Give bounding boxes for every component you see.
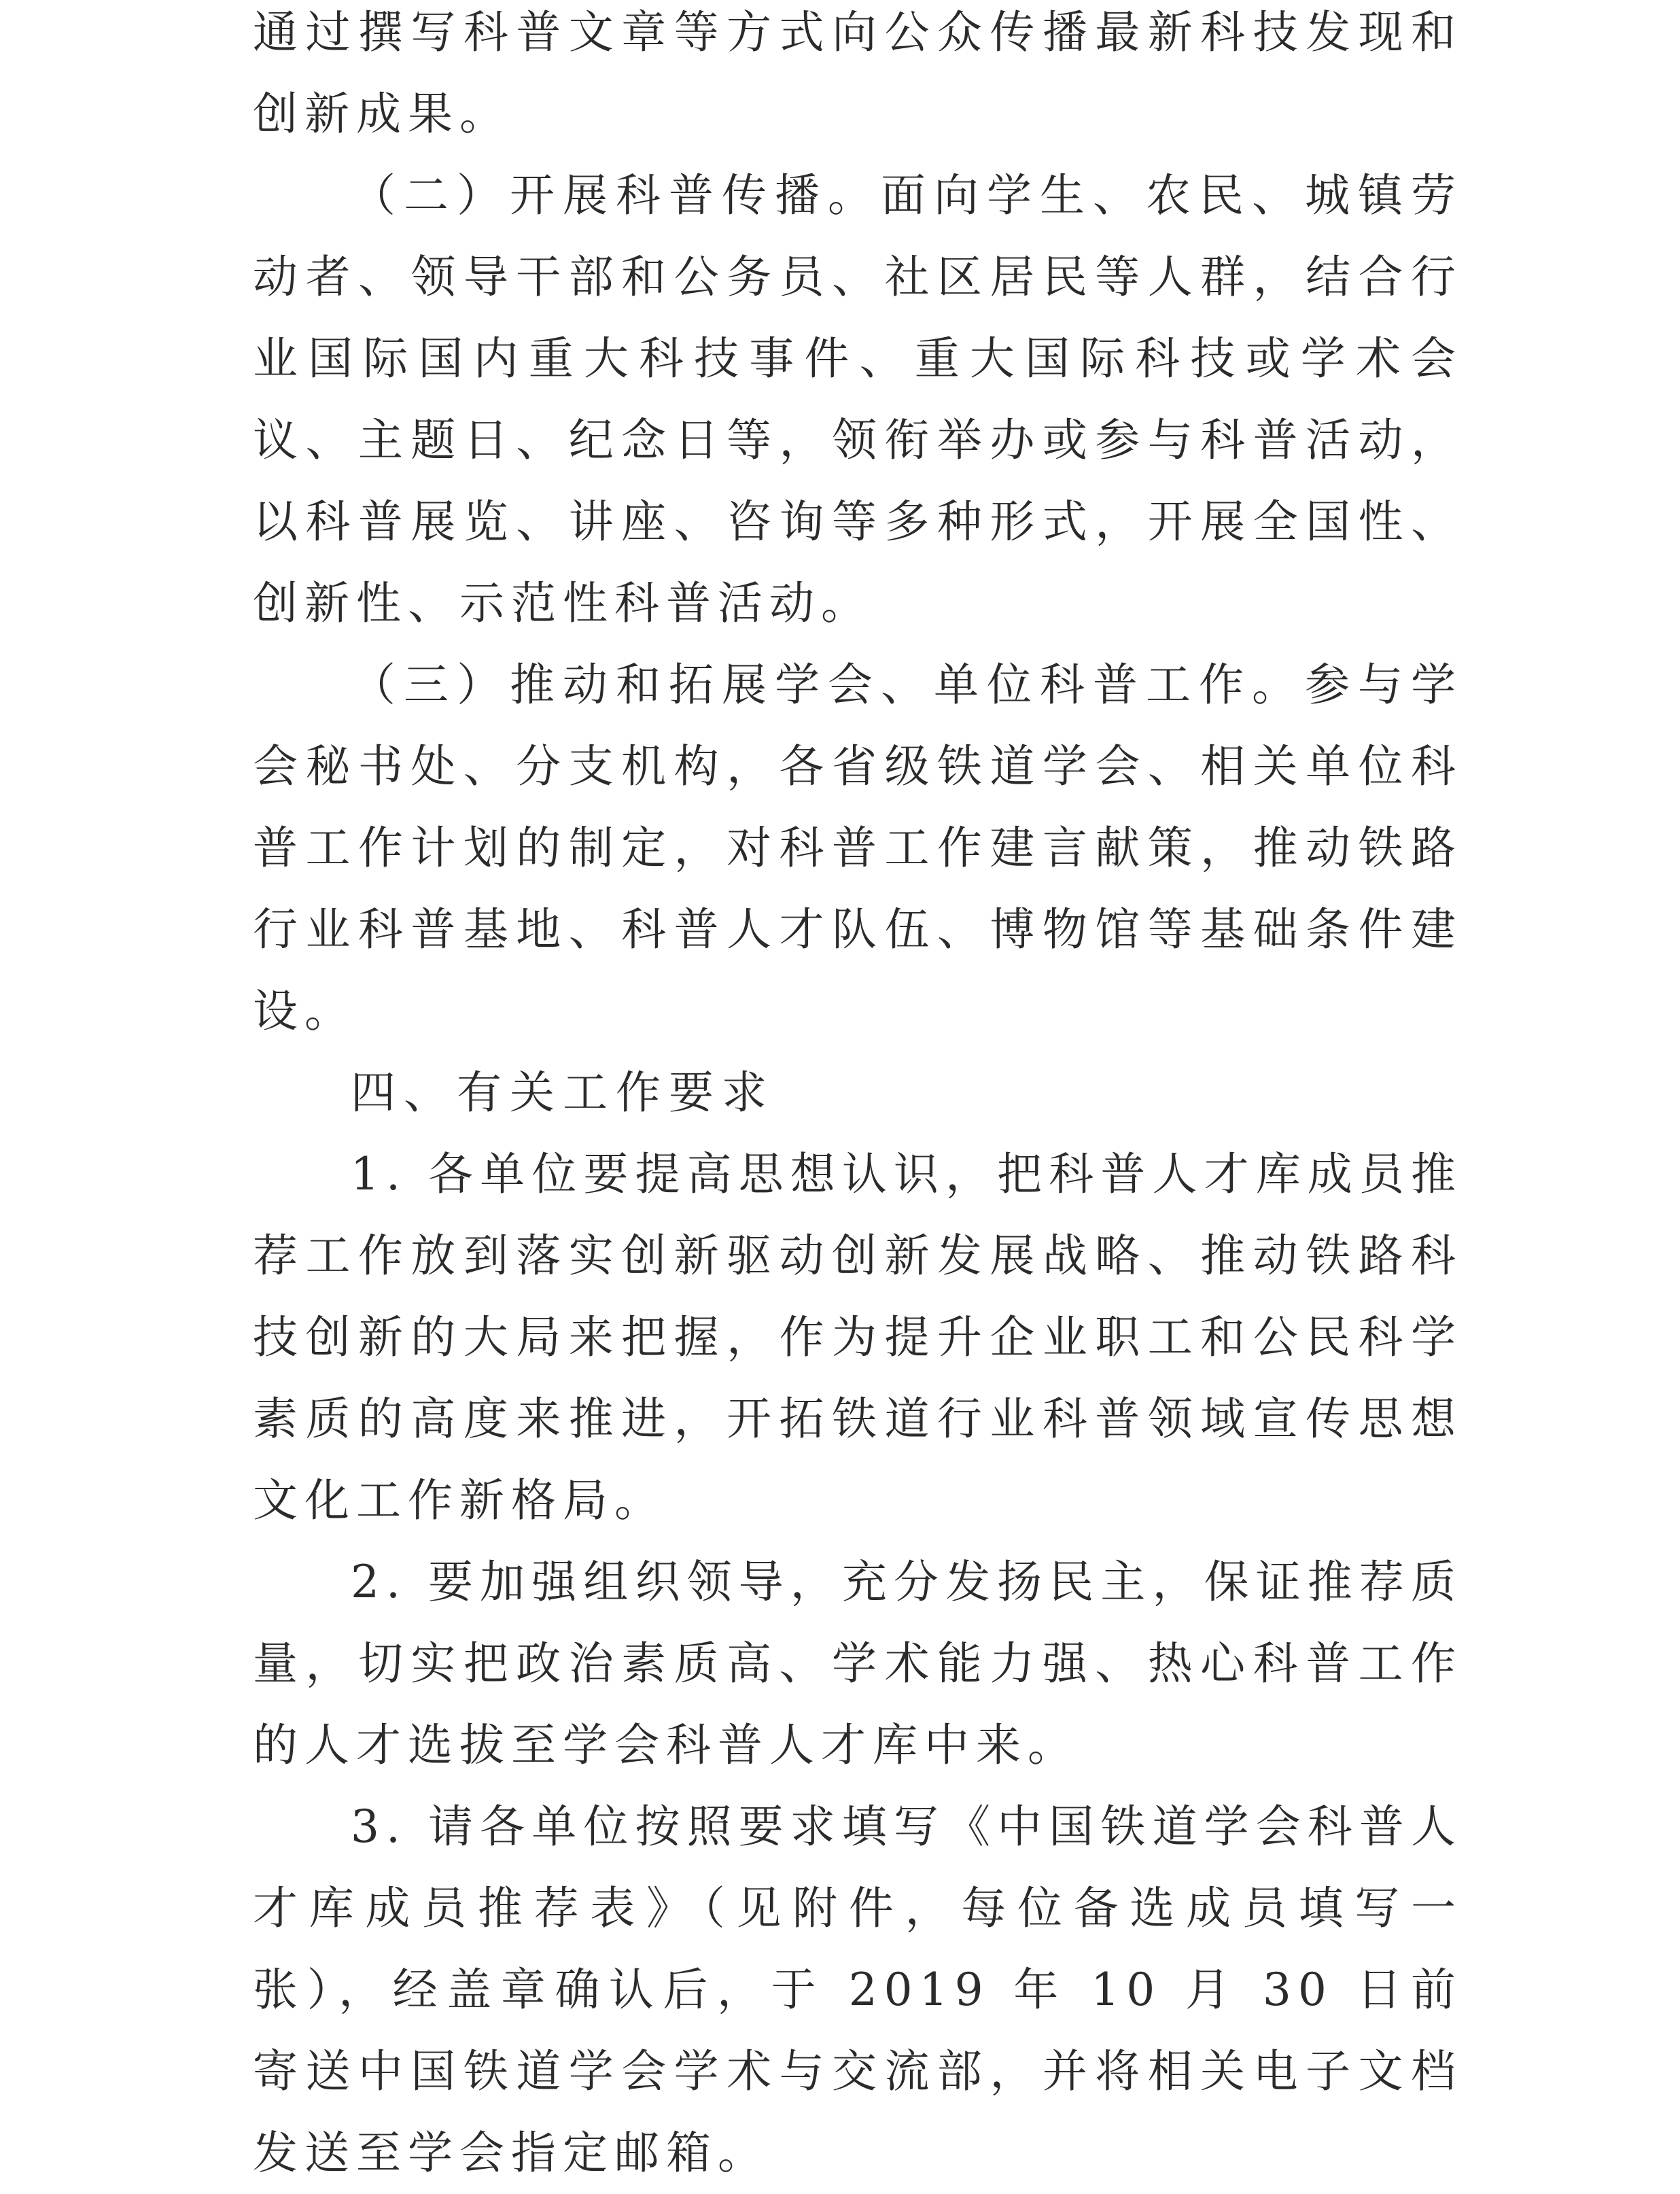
paragraph-science-communication: （二）开展科普传播。面向学生、农民、城镇劳动者、领导干部和公务员、社区居民等人群，结合行业国际国内重大科技事件、重大国际科技或学术会议、主题日、纪念日等，领衔举办或参与科普活动，以科普展览、讲座、咨询等多种形式，开展全国性、创新性、示范性科普活动。 bbox=[253, 169, 1463, 629]
requirement-item-1: 1. 各单位要提高思想认识，把科普人才库成员推荐工作放到落实创新驱动创新发展战略、推动铁路科技创新的大局来把握，作为提升企业职工和公民科学素质的高度来推进，开拓铁道行业科普领域宣传思想文化工作新格局。 bbox=[253, 1148, 1463, 1527]
section-heading-work-requirements: 四、有关工作要求 bbox=[351, 1066, 775, 1119]
paragraph-continuation: 通过撰写科普文章等方式向公众传播最新科技发现和创新成果。 bbox=[253, 6, 1463, 140]
requirement-item-3: 3. 请各单位按照要求填写《中国铁道学会科普人才库成员推荐表》（见附件，每位备选成员填写一张），经盖章确认后，于 2019 年 10 月 30 日前寄送中国铁道学会学术与交流部，并将相关电子文档发送至学会指定邮箱。 bbox=[253, 1800, 1463, 2179]
requirement-item-2: 2. 要加强组织领导，充分发扬民主，保证推荐质量，切实把政治素质高、学术能力强、热心科普工作的人才选拔至学会科普人才库中来。 bbox=[253, 1556, 1463, 1771]
paragraph-promote-science-work: （三）推动和拓展学会、单位科普工作。参与学会秘书处、分支机构，各省级铁道学会、相关单位科普工作计划的制定，对科普工作建言献策，推动铁路行业科普基地、科普人才队伍、博物馆等基础条件建设。 bbox=[253, 659, 1463, 1037]
document-body bbox=[253, 0, 1463, 2194]
